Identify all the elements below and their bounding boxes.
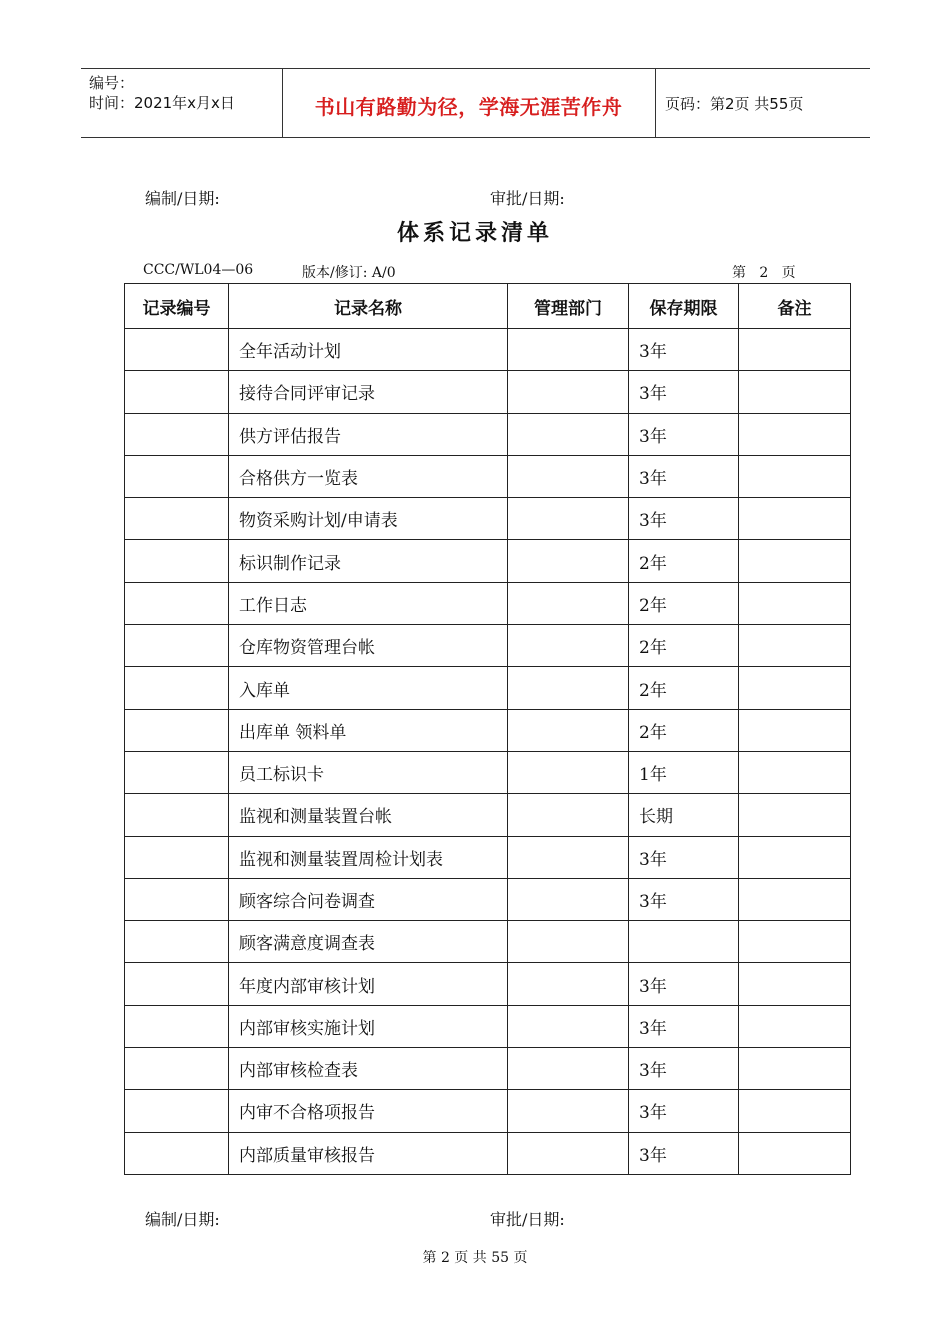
table-row — [125, 794, 851, 836]
doc-code: CCC/WL04—06 — [143, 262, 254, 278]
cell-record-name: 工作日志 — [229, 582, 508, 624]
cell-note — [739, 625, 851, 667]
table-row — [125, 751, 851, 793]
table-row — [125, 709, 851, 751]
cell-record-name: 内部质量审核报告 — [229, 1132, 508, 1174]
bottom-approved-label: 审批/日期: — [490, 1210, 565, 1229]
cell-note — [739, 1048, 851, 1090]
cell-note — [739, 794, 851, 836]
cell-dept — [508, 667, 629, 709]
cell-record-name: 全年活动计划 — [229, 329, 508, 371]
header-motto: 书山有路勤为径，学海无涯苦作舟 — [314, 95, 623, 119]
cell-period: 3年 — [629, 963, 739, 1005]
cell-dept — [508, 625, 629, 667]
cell-dept — [508, 963, 629, 1005]
cell-record-id — [125, 498, 229, 540]
cell-record-id — [125, 836, 229, 878]
cell-record-name: 物资采购计划/申请表 — [229, 498, 508, 540]
cell-dept — [508, 455, 629, 497]
cell-period: 3年 — [629, 1090, 739, 1132]
bottom-prepared-label: 编制/日期: — [145, 1210, 220, 1229]
cell-note — [739, 709, 851, 751]
header-page-cell — [655, 69, 870, 137]
cell-record-name: 监视和测量装置台帐 — [229, 794, 508, 836]
doc-number-label: 编号： — [89, 74, 135, 92]
col-header-period: 保存期限 — [629, 284, 739, 329]
col-header-name: 记录名称 — [229, 284, 508, 329]
cell-record-name: 标识制作记录 — [229, 540, 508, 582]
cell-note — [739, 667, 851, 709]
cell-record-id — [125, 371, 229, 413]
table-row — [125, 667, 851, 709]
cell-record-id — [125, 455, 229, 497]
cell-note — [739, 582, 851, 624]
table-body — [125, 329, 851, 1175]
cell-record-name: 供方评估报告 — [229, 413, 508, 455]
table-row — [125, 1048, 851, 1090]
cell-dept — [508, 329, 629, 371]
cell-note — [739, 878, 851, 920]
cell-period: 2年 — [629, 709, 739, 751]
cell-record-name: 内部审核检查表 — [229, 1048, 508, 1090]
cell-record-name: 仓库物资管理台帐 — [229, 625, 508, 667]
cell-record-id — [125, 667, 229, 709]
cell-record-name: 内审不合格项报告 — [229, 1090, 508, 1132]
cell-dept — [508, 1048, 629, 1090]
cell-note — [739, 963, 851, 1005]
table-row — [125, 371, 851, 413]
doc-time-label: 时间：2021年x月x日 — [89, 94, 235, 112]
cell-period: 2年 — [629, 667, 739, 709]
cell-record-name: 合格供方一览表 — [229, 455, 508, 497]
cell-dept — [508, 921, 629, 963]
table-row — [125, 329, 851, 371]
cell-dept — [508, 836, 629, 878]
cell-note — [739, 371, 851, 413]
cell-dept — [508, 1132, 629, 1174]
cell-record-id — [125, 878, 229, 920]
doc-title: 体系记录清单 — [396, 220, 553, 246]
table-row — [125, 413, 851, 455]
doc-page: 第 2 页 — [732, 265, 796, 281]
col-header-id: 记录编号 — [125, 284, 229, 329]
page-footer: 第 2 页 共 55 页 — [422, 1250, 528, 1266]
table-row — [125, 963, 851, 1005]
cell-record-name: 接待合同评审记录 — [229, 371, 508, 413]
cell-note — [739, 836, 851, 878]
cell-dept — [508, 540, 629, 582]
cell-dept — [508, 794, 629, 836]
page-header — [81, 68, 870, 138]
cell-note — [739, 455, 851, 497]
table-row — [125, 540, 851, 582]
cell-dept — [508, 751, 629, 793]
cell-record-name: 内部审核实施计划 — [229, 1005, 508, 1047]
header-motto-cell — [282, 69, 656, 137]
cell-dept — [508, 878, 629, 920]
top-approved-label: 审批/日期: — [490, 189, 565, 208]
table-row — [125, 921, 851, 963]
cell-record-id — [125, 1090, 229, 1132]
cell-dept — [508, 709, 629, 751]
table-row — [125, 625, 851, 667]
cell-note — [739, 921, 851, 963]
cell-period: 2年 — [629, 625, 739, 667]
cell-period: 长期 — [629, 794, 739, 836]
cell-record-id — [125, 329, 229, 371]
cell-record-name: 入库单 — [229, 667, 508, 709]
cell-record-id — [125, 963, 229, 1005]
cell-note — [739, 1132, 851, 1174]
table-row — [125, 1132, 851, 1174]
cell-dept — [508, 498, 629, 540]
cell-period: 3年 — [629, 413, 739, 455]
cell-note — [739, 540, 851, 582]
cell-record-name: 员工标识卡 — [229, 751, 508, 793]
cell-record-id — [125, 540, 229, 582]
cell-period: 3年 — [629, 1048, 739, 1090]
records-table — [124, 283, 851, 1175]
cell-record-id — [125, 1132, 229, 1174]
cell-record-name: 出库单 领料单 — [229, 709, 508, 751]
cell-record-id — [125, 709, 229, 751]
cell-note — [739, 751, 851, 793]
cell-dept — [508, 1005, 629, 1047]
table-row — [125, 1090, 851, 1132]
cell-period: 2年 — [629, 582, 739, 624]
col-header-note: 备注 — [739, 284, 851, 329]
cell-record-id — [125, 921, 229, 963]
cell-record-name: 年度内部审核计划 — [229, 963, 508, 1005]
cell-record-id — [125, 413, 229, 455]
cell-period: 3年 — [629, 1132, 739, 1174]
table-row — [125, 498, 851, 540]
cell-record-id — [125, 751, 229, 793]
table-row — [125, 878, 851, 920]
cell-period: 1年 — [629, 751, 739, 793]
top-prepared-label: 编制/日期: — [145, 189, 220, 208]
cell-period: 3年 — [629, 836, 739, 878]
cell-record-name: 顾客综合问卷调查 — [229, 878, 508, 920]
cell-period: 3年 — [629, 371, 739, 413]
cell-record-name: 顾客满意度调查表 — [229, 921, 508, 963]
cell-record-id — [125, 1005, 229, 1047]
cell-record-id — [125, 582, 229, 624]
cell-period: 3年 — [629, 498, 739, 540]
cell-period: 3年 — [629, 455, 739, 497]
cell-period — [629, 921, 739, 963]
header-page-info: 页码：第2页 共55页 — [665, 95, 804, 113]
doc-version: 版本/修订: A/0 — [302, 265, 396, 281]
cell-dept — [508, 1090, 629, 1132]
cell-period: 3年 — [629, 1005, 739, 1047]
cell-note — [739, 329, 851, 371]
cell-note — [739, 1090, 851, 1132]
cell-period: 3年 — [629, 878, 739, 920]
cell-record-id — [125, 625, 229, 667]
cell-period: 3年 — [629, 329, 739, 371]
cell-note — [739, 413, 851, 455]
table-row — [125, 455, 851, 497]
cell-record-name: 监视和测量装置周检计划表 — [229, 836, 508, 878]
table-header-row — [125, 284, 851, 329]
cell-dept — [508, 371, 629, 413]
table-row — [125, 582, 851, 624]
cell-note — [739, 498, 851, 540]
table-row — [125, 836, 851, 878]
table-row — [125, 1005, 851, 1047]
col-header-dept: 管理部门 — [508, 284, 629, 329]
header-meta — [81, 69, 283, 137]
cell-note — [739, 1005, 851, 1047]
cell-period: 2年 — [629, 540, 739, 582]
cell-record-id — [125, 794, 229, 836]
cell-record-id — [125, 1048, 229, 1090]
cell-dept — [508, 413, 629, 455]
cell-dept — [508, 582, 629, 624]
